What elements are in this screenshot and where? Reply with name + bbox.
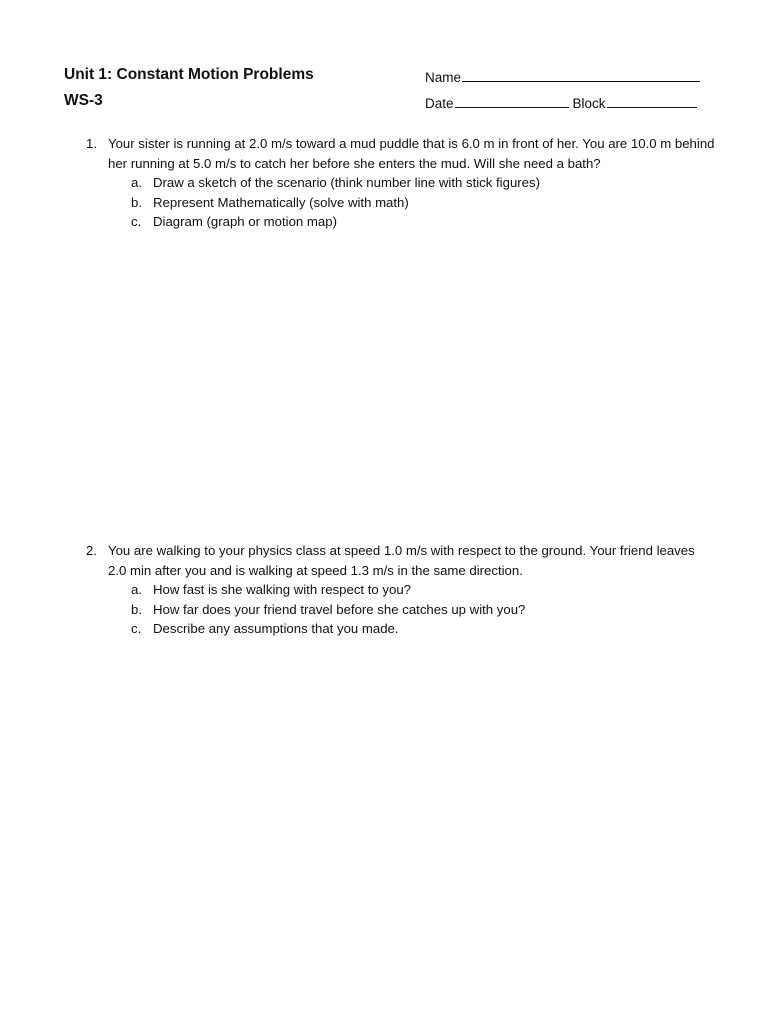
worksheet-title: Unit 1: Constant Motion Problems xyxy=(64,66,314,83)
name-label: Name xyxy=(425,70,462,85)
question-number: 1. xyxy=(86,136,97,151)
question-part xyxy=(131,193,716,213)
question-text: You are walking to your physics class at speed 1.0 m/s with respect to the ground. Your friend leaves 2.0 min after you and is walking at speed 1.3 m/s in the same direction. xyxy=(108,543,695,578)
question-part xyxy=(131,619,716,639)
part-letter: b. xyxy=(131,194,142,210)
part-letter: c. xyxy=(131,621,142,636)
part-letter: a. xyxy=(131,175,142,190)
question-1 xyxy=(86,134,716,232)
part-letter: a. xyxy=(131,582,142,597)
part-text: Diagram (graph or motion map) xyxy=(153,214,337,229)
part-text: How fast is she walking with respect to you? xyxy=(153,582,412,597)
question-part xyxy=(131,600,716,620)
block-blank-line[interactable] xyxy=(607,95,697,108)
part-letter: b. xyxy=(131,601,142,617)
part-letter: c. xyxy=(131,214,142,229)
date-block-row xyxy=(425,95,697,111)
question-part xyxy=(131,212,716,232)
part-text: Represent Mathematically (solve with math) xyxy=(153,194,409,210)
name-field-row xyxy=(425,69,700,85)
worksheet-number: WS-3 xyxy=(64,92,103,109)
block-label: Block xyxy=(572,96,606,111)
question-number: 2. xyxy=(86,543,97,558)
question-part xyxy=(131,173,716,193)
part-text: Draw a sketch of the scenario (think number line with stick figures) xyxy=(153,175,540,190)
part-text: How far does your friend travel before she catches up with you? xyxy=(153,601,526,617)
date-label: Date xyxy=(425,96,454,111)
name-blank-line[interactable] xyxy=(462,69,700,82)
question-2 xyxy=(86,541,716,639)
part-text: Describe any assumptions that you made. xyxy=(153,621,399,636)
question-part xyxy=(131,580,716,600)
question-text: Your sister is running at 2.0 m/s toward a mud puddle that is 6.0 m in front of her. You are 10.0 m behind her running at 5.0 m/s to catch her before she enters the mud. Will she need a bath? xyxy=(108,136,715,171)
date-blank-line[interactable] xyxy=(455,95,569,108)
